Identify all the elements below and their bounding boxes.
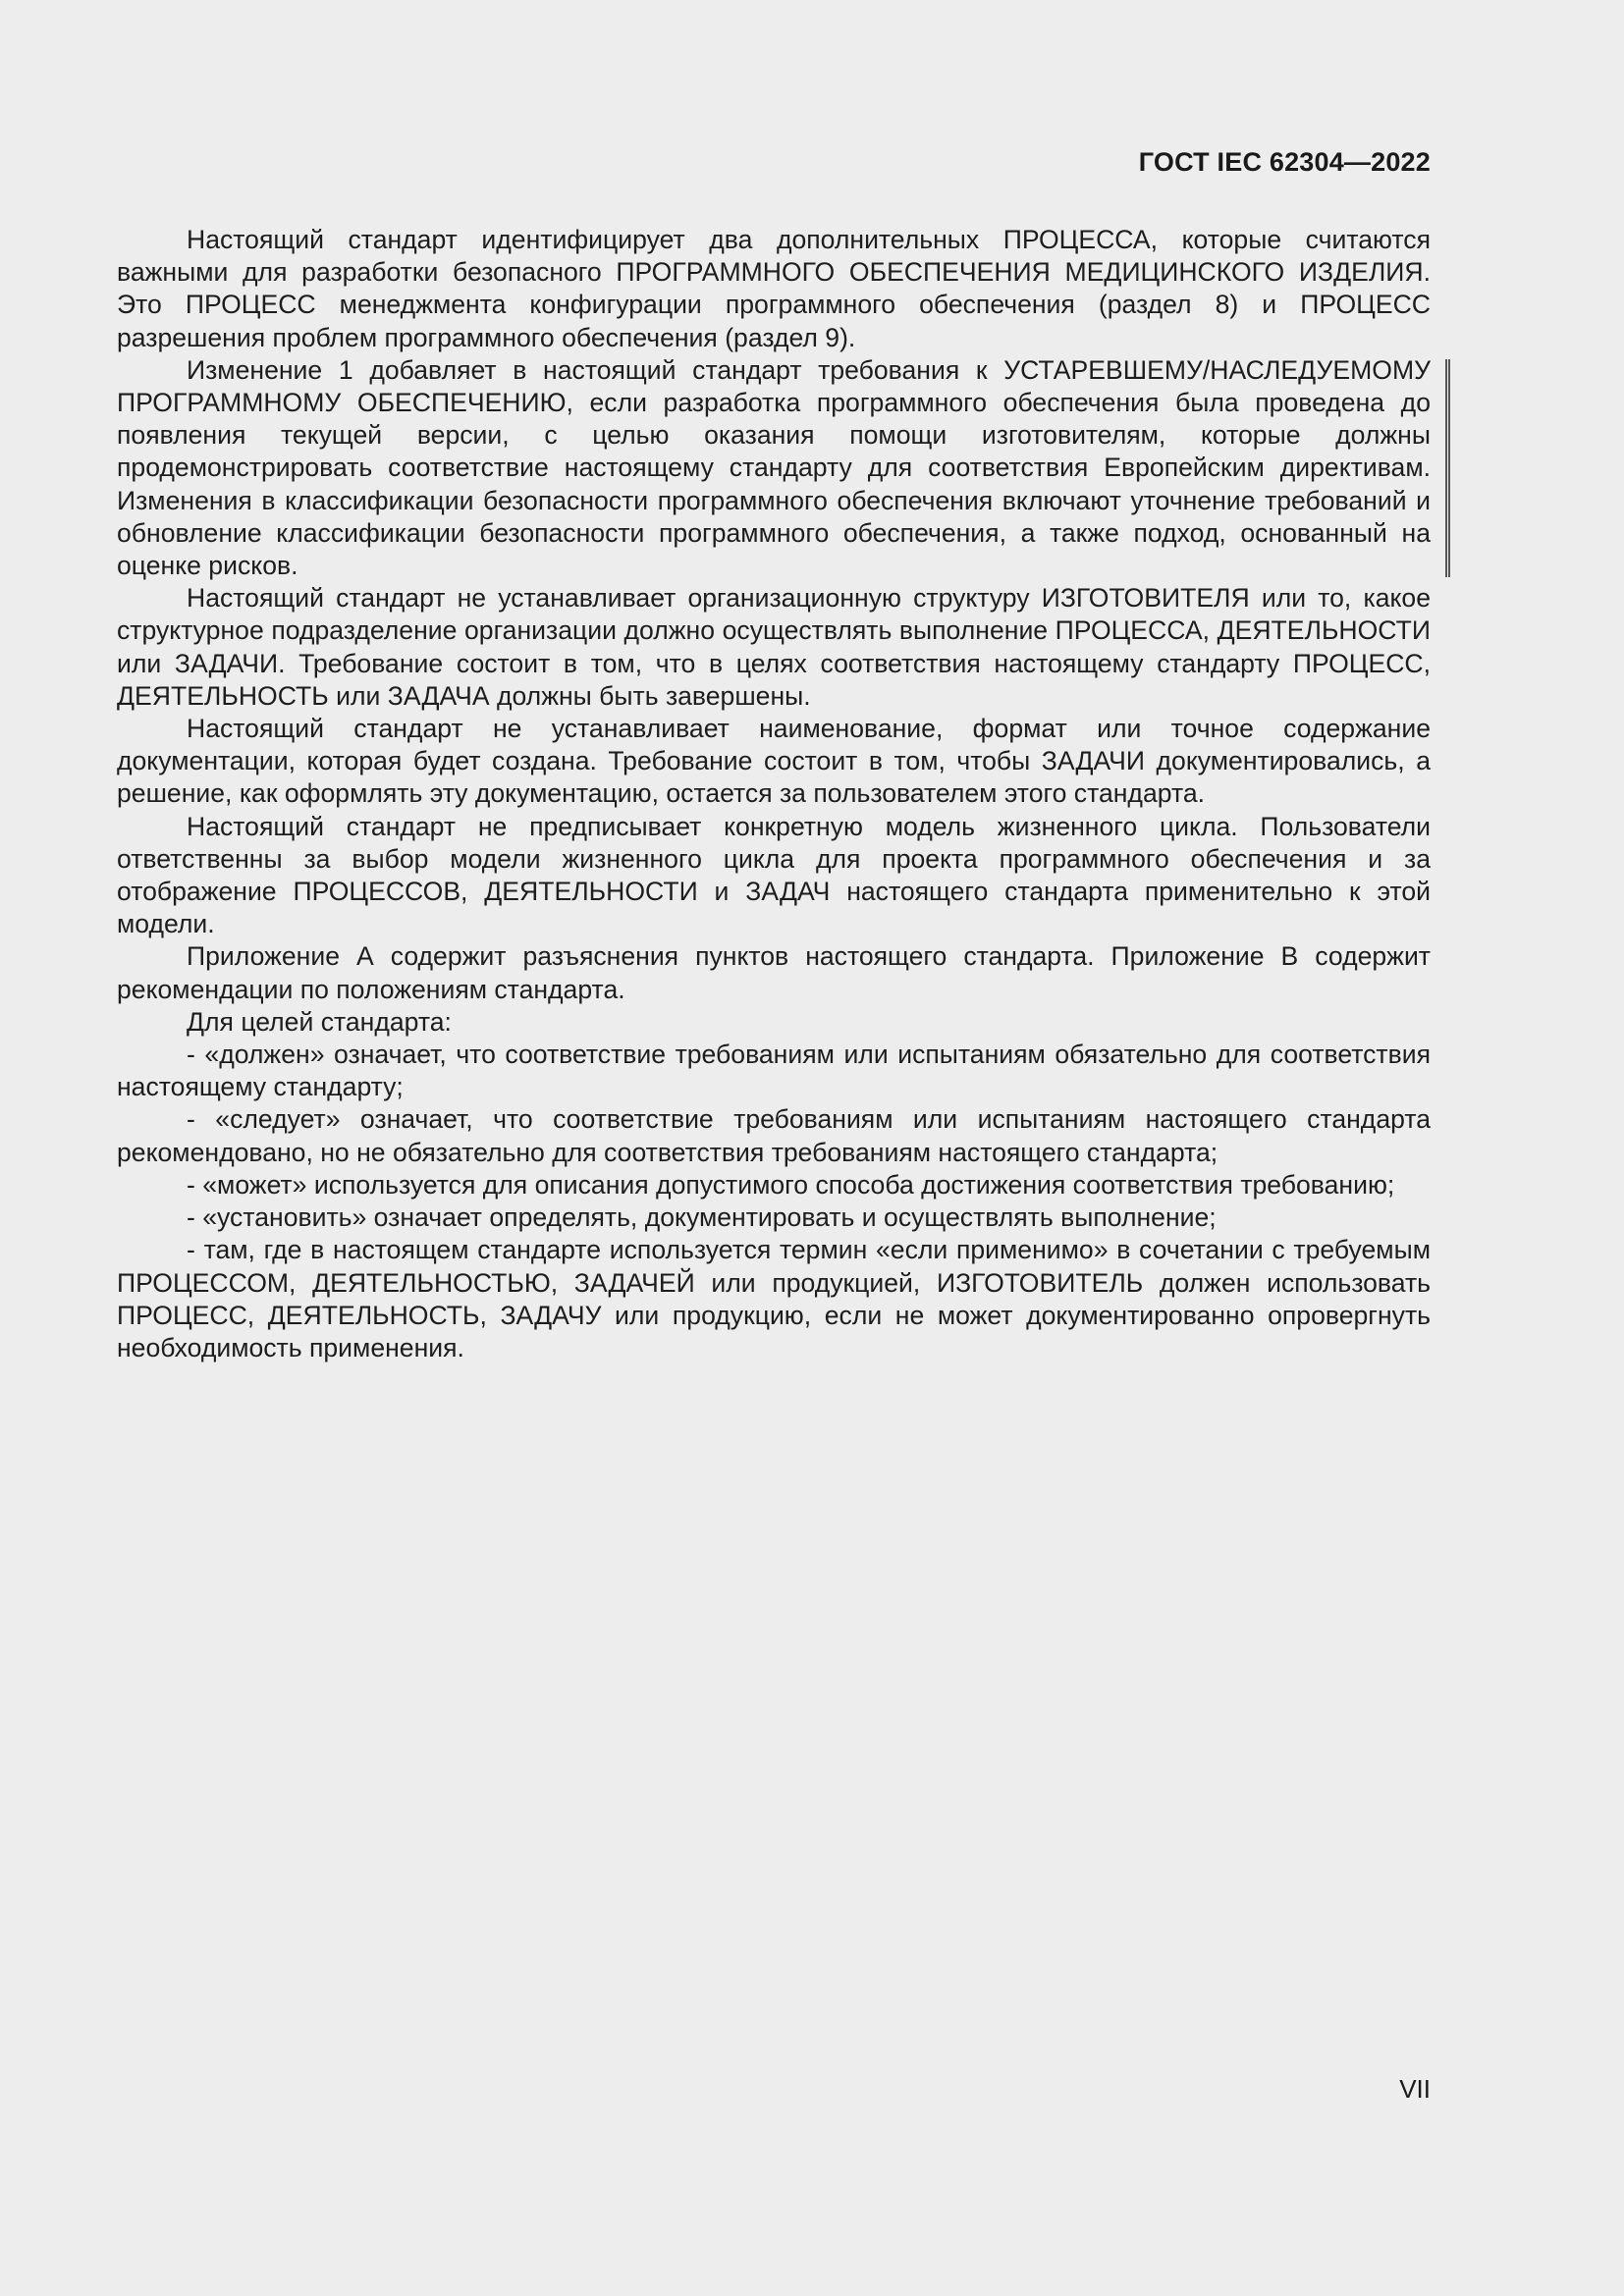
paragraph: Для целей стандарта: [187,1006,452,1037]
list-item: - «установить» означает определять, документировать и осуществлять выполнение; [187,1202,1217,1233]
list-item: - «должен» означает, что соответствие требованиям или испытаниям обязательно для соответствия настоящему стандарту; [117,1040,1431,1102]
paragraph: Настоящий стандарт не предписывает конкретную модель жизненного цикла. Пользователи ответственны за выбор модели жизненного цикла для проекта программного обеспечения и за отображение ПРОЦЕССОВ, ДЕЯТЕЛЬНОСТИ и ЗАДАЧ настоящего стандарта применительно к этой модели. [117,811,1431,939]
document-body [117,224,1431,1364]
paragraph: Изменение 1 добавляет в настоящий стандарт требования к УСТАРЕВШЕМУ/НАСЛЕДУЕМОМУ ПРОГРАММНОМУ ОБЕСПЕЧЕНИЮ, если разработка программного обеспечения была проведена до появления текущей версии, с целью оказания помощи изготовителям, которые должны продемонстрировать соответствие настоящему стандарту для соответствия Европейским директивам. Изменения в классификации безопасности программного обеспечения включают уточнение требований и обновление классификации безопасности программного обеспечения, а также подход, основанный на оценке рисков. [117,354,1431,581]
paragraph: Настоящий стандарт идентифицирует два дополнительных ПРОЦЕССА, которые считаются важными для разработки безопасного ПРОГРАММНОГО ОБЕСПЕЧЕНИЯ МЕДИЦИНСКОГО ИЗДЕЛИЯ. Это ПРОЦЕСС менеджмента конфигурации программного обеспечения (раздел 8) и ПРОЦЕСС разрешения проблем программного обеспечения (раздел 9). [117,225,1431,352]
paragraph: Настоящий стандарт не устанавливает наименование, формат или точное содержание документации, которая будет создана. Требование состоит в том, чтобы ЗАДАЧИ документировались, а решение, как оформлять эту документацию, остается за пользователем этого стандарта. [117,714,1431,809]
document-header-id: ГОСТ IEC 62304—2022 [1138,147,1431,177]
paragraph: Настоящий стандарт не устанавливает организационную структуру ИЗГОТОВИТЕЛЯ или то, какое структурное подразделение организации должно осуществлять выполнение ПРОЦЕССА, ДЕЯТЕЛЬНОСТИ или ЗАДАЧИ. Требование состоит в том, что в целях соответствия настоящему стандарту ПРОЦЕСС, ДЕЯТЕЛЬНОСТЬ или ЗАДАЧА должны быть завершены. [117,583,1431,711]
paragraph: Приложение А содержит разъяснения пунктов настоящего стандарта. Приложение В содержит рекомендации по положениям стандарта. [117,941,1431,1004]
page-number: VII [1399,2074,1431,2104]
amendment-change-bar [1445,359,1450,577]
list-item: - «следует» означает, что соответствие требованиям или испытаниям настоящего стандарта рекомендовано, но не обязательно для соответствия требованиям настоящего стандарта; [117,1104,1431,1167]
list-item: - «может» используется для описания допустимого способа достижения соответствия требованию; [187,1169,1395,1200]
list-item: - там, где в настоящем стандарте используется термин «если применимо» в сочетании с требуемым ПРОЦЕССОМ, ДЕЯТЕЛЬНОСТЬЮ, ЗАДАЧЕЙ или продукцией, ИЗГОТОВИТЕЛЬ должен использовать ПРОЦЕСС, ДЕЯТЕЛЬНОСТЬ, ЗАДАЧУ или продукцию, если не может документированно опровергнуть необходимость применения. [117,1235,1431,1362]
